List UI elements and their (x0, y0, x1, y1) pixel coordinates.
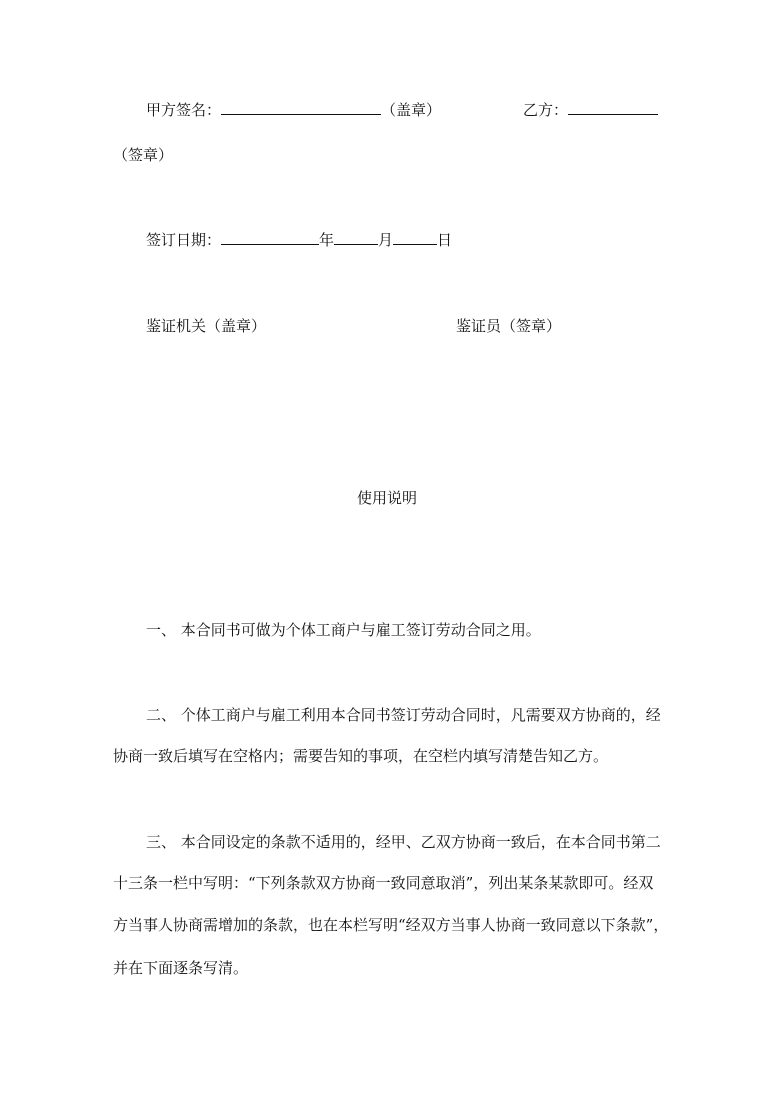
signing-date-row (146, 230, 452, 250)
instruction-item-1-line-1: 一、 本合同书可做为个体工商户与雇工签订劳动合同之用。 (146, 621, 541, 639)
instructions-title: 使用说明 (356, 489, 417, 507)
year-label: 年 (319, 231, 335, 249)
party-a-label: 甲方签名： (146, 101, 222, 119)
instruction-item-2-line-1: 二、 个体工商户与雇工利用本合同书签订劳动合同时，凡需要双方协商的，经 (146, 706, 661, 724)
instruction-item-3-line-1: 三、 本合同设定的条款不适用的，经甲、乙双方协商一致后，在本合同书第二 (146, 833, 661, 851)
instruction-item-3-line-4: 并在下面逐条写清。 (113, 959, 249, 977)
year-blank[interactable] (221, 230, 319, 245)
signing-date-label: 签订日期： (146, 231, 222, 249)
party-b-seal-label: （签章） (113, 146, 174, 164)
month-blank[interactable] (334, 230, 378, 245)
party-b-signature-blank[interactable] (568, 100, 658, 115)
party-a-signature-row (146, 100, 441, 120)
certification-agency-label: 鉴证机关（盖章） (146, 317, 267, 335)
instruction-item-3-line-2: 十三条一栏中写明：“下列条款双方协商一致同意取消”，列出某条某款即可。经双 (113, 874, 654, 892)
party-b-signature-row (523, 100, 658, 120)
party-a-signature-blank[interactable] (221, 100, 381, 115)
month-label: 月 (378, 231, 394, 249)
day-blank[interactable] (393, 230, 437, 245)
day-label: 日 (437, 231, 453, 249)
certification-officer-label: 鉴证员（签章） (456, 317, 562, 335)
instruction-item-3-line-3: 方当事人协商需增加的条款，也在本栏写明“经双方当事人协商一致同意以下条款”， (113, 916, 669, 934)
party-a-seal-label: （盖章） (381, 101, 442, 119)
party-b-label: 乙方： (523, 101, 569, 119)
instruction-item-2-line-2: 协商一致后填写在空格内；需要告知的事项，在空栏内填写清楚告知乙方。 (113, 747, 609, 765)
